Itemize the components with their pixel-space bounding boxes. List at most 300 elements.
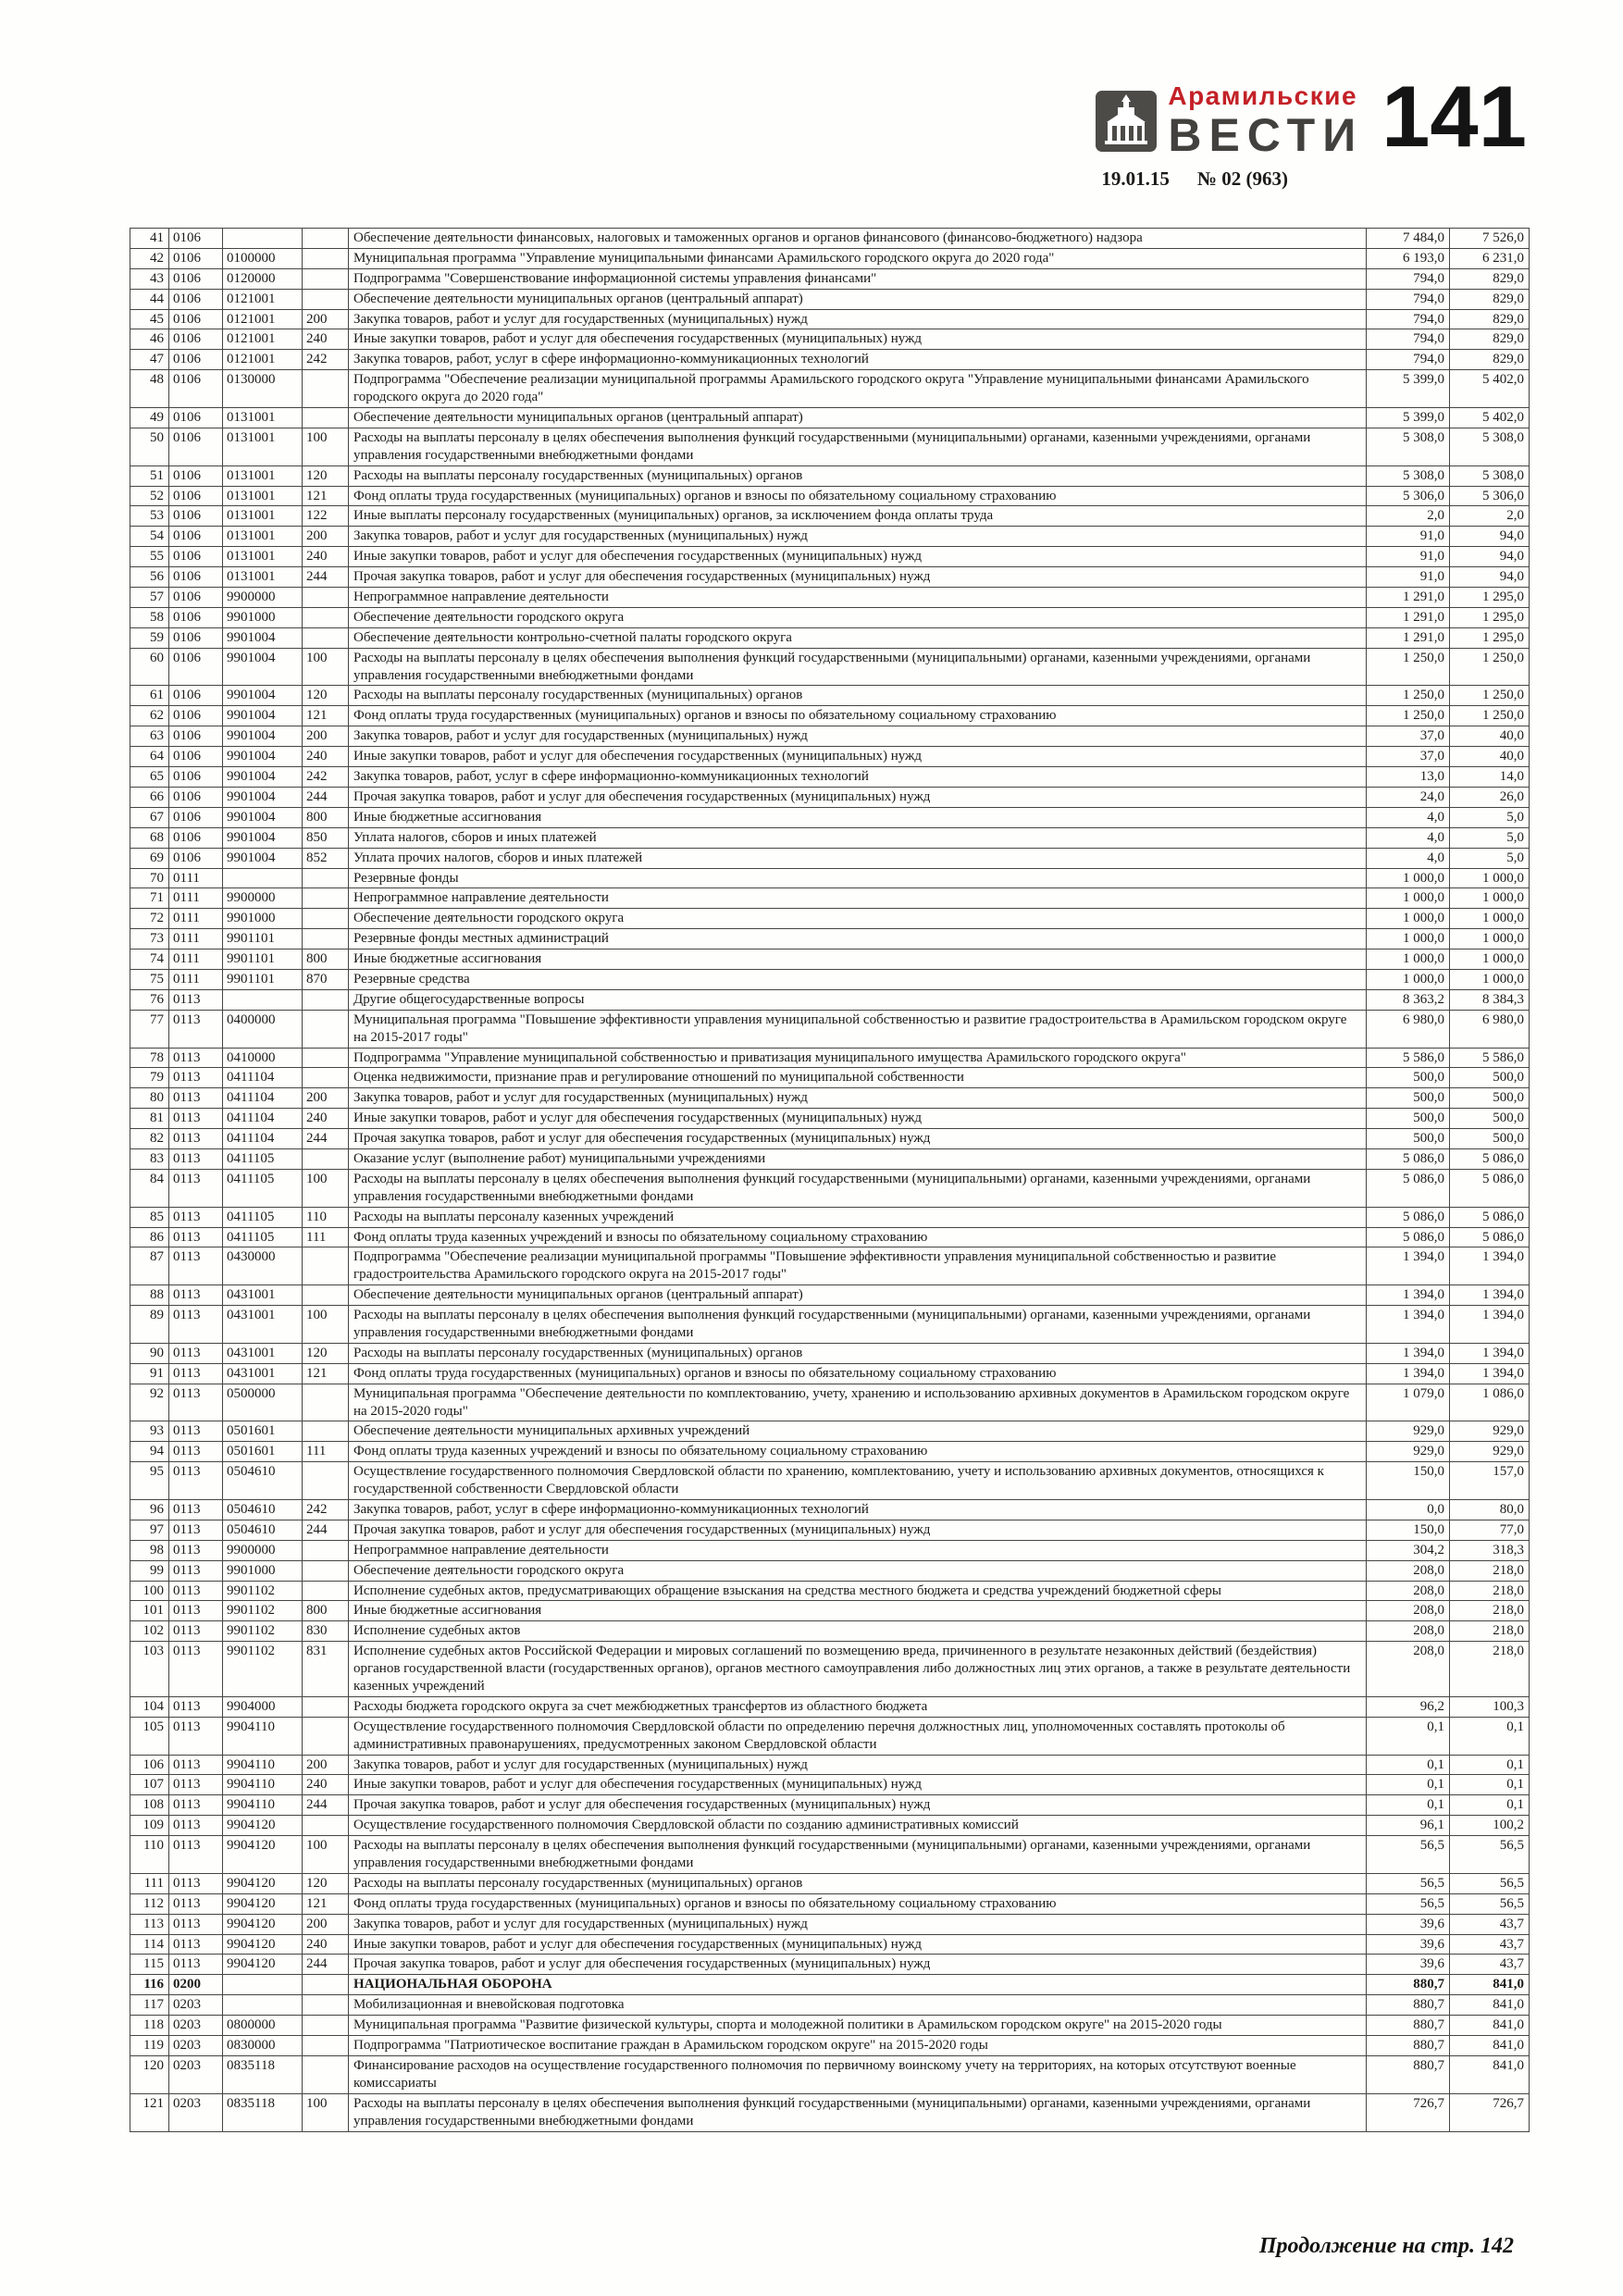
row-number: 57 (130, 588, 169, 608)
item-name: Непрограммное направление деятельности (349, 1540, 1367, 1560)
table-row (130, 989, 1530, 1010)
expense-type-code (303, 1048, 349, 1068)
target-article-code: 9901000 (223, 909, 303, 929)
item-name: Муниципальная программа "Обеспечение деятельности по комплектованию, учету, хранению и использованию архивных документов в Арамильском городском округе на 2015-2020 годы" (349, 1384, 1367, 1421)
item-name: Прочая закупка товаров, работ и услуг для обеспечения государственных (муниципальных) нужд (349, 1129, 1367, 1149)
amount-year2: 500,0 (1450, 1129, 1530, 1149)
table-row (130, 2055, 1530, 2093)
table-row (130, 1343, 1530, 1363)
table-row (130, 1088, 1530, 1109)
expense-type-code: 200 (303, 1755, 349, 1775)
expense-type-code (303, 909, 349, 929)
expense-type-code: 831 (303, 1642, 349, 1697)
item-name: Подпрограмма "Патриотическое воспитание граждан в Арамильском городском округе" на 2015-2020 годы (349, 2036, 1367, 2056)
item-name: Осуществление государственного полномочия Свердловской области по созданию административных комиссий (349, 1816, 1367, 1836)
table-row (130, 1068, 1530, 1088)
table-row (130, 627, 1530, 648)
section-code: 0113 (169, 1442, 223, 1462)
item-name: Мобилизационная и вневойсковая подготовка (349, 1995, 1367, 2016)
item-name: Фонд оплаты труда государственных (муниципальных) органов и взносы по обязательному социальному страхованию (349, 1363, 1367, 1384)
newspaper-logo-building-icon (1096, 91, 1157, 152)
expense-type-code: 120 (303, 686, 349, 706)
section-code: 0113 (169, 1285, 223, 1306)
table-row (130, 1520, 1530, 1540)
table-row (130, 1247, 1530, 1285)
target-article-code: 9901004 (223, 767, 303, 788)
expense-type-code: 100 (303, 2093, 349, 2131)
expense-type-code (303, 229, 349, 249)
expense-type-code: 120 (303, 1873, 349, 1893)
section-code: 0106 (169, 827, 223, 848)
section-code: 0111 (169, 969, 223, 989)
expense-type-code: 120 (303, 465, 349, 486)
amount-year1: 794,0 (1367, 268, 1450, 289)
table-row (130, 686, 1530, 706)
expense-type-code: 244 (303, 1129, 349, 1149)
row-number: 67 (130, 807, 169, 827)
amount-year2: 5 086,0 (1450, 1148, 1530, 1169)
target-article-code: 0501601 (223, 1421, 303, 1442)
table-row (130, 428, 1530, 465)
expense-type-code: 240 (303, 1109, 349, 1129)
target-article-code: 0131001 (223, 547, 303, 567)
item-name: Расходы на выплаты персоналу казенных учреждений (349, 1207, 1367, 1227)
table-row (130, 1500, 1530, 1520)
expense-type-code: 244 (303, 567, 349, 588)
row-number: 79 (130, 1068, 169, 1088)
item-name: Подпрограмма "Обеспечение реализации муниципальной программы Арамильского городского округа "Управление муниципальными финансами Арамильского городского округа до 2020 года" (349, 370, 1367, 408)
expense-type-code: 852 (303, 848, 349, 868)
item-name: Иные закупки товаров, работ и услуг для обеспечения государственных (муниципальных) нужд (349, 747, 1367, 767)
amount-year2: 1 000,0 (1450, 909, 1530, 929)
amount-year1: 1 394,0 (1367, 1343, 1450, 1363)
expense-type-code (303, 1285, 349, 1306)
expense-type-code (303, 868, 349, 888)
table-row (130, 1893, 1530, 1914)
section-code: 0113 (169, 1462, 223, 1500)
target-article-code: 0430000 (223, 1247, 303, 1285)
amount-year1: 91,0 (1367, 567, 1450, 588)
section-code: 0106 (169, 686, 223, 706)
item-name: Исполнение судебных актов (349, 1621, 1367, 1642)
section-code: 0113 (169, 1775, 223, 1795)
expense-type-code: 870 (303, 969, 349, 989)
row-number: 46 (130, 329, 169, 350)
amount-year1: 7 484,0 (1367, 229, 1450, 249)
target-article-code: 0431001 (223, 1343, 303, 1363)
table-row (130, 706, 1530, 726)
target-article-code: 0800000 (223, 2016, 303, 2036)
target-article-code: 0131001 (223, 465, 303, 486)
item-name: Расходы на выплаты персоналу государственных (муниципальных) органов (349, 465, 1367, 486)
row-number: 65 (130, 767, 169, 788)
target-article-code: 9904120 (223, 1816, 303, 1836)
target-article-code: 9901101 (223, 969, 303, 989)
row-number: 105 (130, 1717, 169, 1755)
target-article-code: 0121001 (223, 309, 303, 329)
table-row (130, 370, 1530, 408)
amount-year1: 929,0 (1367, 1442, 1450, 1462)
section-code: 0113 (169, 1642, 223, 1697)
row-number: 106 (130, 1755, 169, 1775)
table-row (130, 929, 1530, 949)
amount-year1: 5 086,0 (1367, 1169, 1450, 1207)
table-row (130, 1955, 1530, 1975)
row-number: 118 (130, 2016, 169, 2036)
expense-type-code: 850 (303, 827, 349, 848)
item-name: Резервные фонды местных администраций (349, 929, 1367, 949)
row-number: 72 (130, 909, 169, 929)
expense-type-code: 800 (303, 949, 349, 970)
section-code: 0106 (169, 607, 223, 627)
amount-year1: 208,0 (1367, 1621, 1450, 1642)
row-number: 42 (130, 248, 169, 268)
row-number: 56 (130, 567, 169, 588)
expense-type-code: 121 (303, 1893, 349, 1914)
amount-year2: 218,0 (1450, 1560, 1530, 1581)
expense-type-code (303, 2016, 349, 2036)
table-row (130, 567, 1530, 588)
amount-year2: 1 000,0 (1450, 888, 1530, 909)
item-name: Расходы на выплаты персоналу в целях обеспечения выполнения функций государственными (муниципальными) органами, казенными учреждениями, органами управления государственными внебюджетными фондами (349, 1169, 1367, 1207)
amount-year2: 94,0 (1450, 527, 1530, 547)
amount-year1: 24,0 (1367, 787, 1450, 807)
brand-line-1: Арамильские (1168, 81, 1358, 110)
table-row (130, 1934, 1530, 1955)
item-name: Подпрограмма "Обеспечение реализации муниципальной программы "Повышение эффективности управления муниципальной собственностью и развитие градостроительства Арамильского городского округа на 2015-2017 годы" (349, 1247, 1367, 1285)
item-name: Закупка товаров, работ и услуг для государственных (муниципальных) нужд (349, 1088, 1367, 1109)
item-name: Иные закупки товаров, работ и услуг для обеспечения государственных (муниципальных) нужд (349, 547, 1367, 567)
expense-type-code: 240 (303, 547, 349, 567)
section-code: 0113 (169, 1048, 223, 1068)
row-number: 113 (130, 1914, 169, 1934)
target-article-code: 0504610 (223, 1462, 303, 1500)
amount-year1: 56,5 (1367, 1836, 1450, 1874)
target-article-code (223, 229, 303, 249)
item-name: Расходы на выплаты персоналу в целях обеспечения выполнения функций государственными (муниципальными) органами, казенными учреждениями, органами управления государственными внебюджетными фондами (349, 1306, 1367, 1344)
expense-type-code (303, 888, 349, 909)
target-article-code (223, 1975, 303, 1995)
target-article-code: 9904120 (223, 1914, 303, 1934)
section-code: 0106 (169, 329, 223, 350)
expense-type-code (303, 370, 349, 408)
row-number: 80 (130, 1088, 169, 1109)
amount-year2: 8 384,3 (1450, 989, 1530, 1010)
amount-year1: 304,2 (1367, 1540, 1450, 1560)
amount-year2: 829,0 (1450, 329, 1530, 350)
amount-year1: 880,7 (1367, 2036, 1450, 2056)
target-article-code: 0411105 (223, 1148, 303, 1169)
table-row (130, 1384, 1530, 1421)
row-number: 100 (130, 1581, 169, 1601)
amount-year2: 841,0 (1450, 1995, 1530, 2016)
row-number: 52 (130, 486, 169, 506)
expense-type-code (303, 989, 349, 1010)
target-article-code: 9904120 (223, 1873, 303, 1893)
table-row (130, 1696, 1530, 1717)
target-article-code: 9904120 (223, 1836, 303, 1874)
row-number: 62 (130, 706, 169, 726)
amount-year2: 6 231,0 (1450, 248, 1530, 268)
amount-year1: 4,0 (1367, 827, 1450, 848)
amount-year1: 1 291,0 (1367, 607, 1450, 627)
table-row (130, 527, 1530, 547)
amount-year1: 13,0 (1367, 767, 1450, 788)
amount-year2: 500,0 (1450, 1068, 1530, 1088)
table-row (130, 289, 1530, 309)
item-name: Обеспечение деятельности муниципальных архивных учреждений (349, 1421, 1367, 1442)
section-code: 0106 (169, 465, 223, 486)
amount-year1: 150,0 (1367, 1462, 1450, 1500)
target-article-code: 9901102 (223, 1642, 303, 1697)
amount-year1: 929,0 (1367, 1421, 1450, 1442)
expense-type-code: 111 (303, 1227, 349, 1247)
amount-year2: 841,0 (1450, 1975, 1530, 1995)
expense-type-code: 830 (303, 1621, 349, 1642)
item-name: Закупка товаров, работ и услуг для государственных (муниципальных) нужд (349, 309, 1367, 329)
expense-type-code: 244 (303, 1795, 349, 1816)
target-article-code: 9900000 (223, 1540, 303, 1560)
target-article-code: 0131001 (223, 527, 303, 547)
target-article-code: 0411104 (223, 1109, 303, 1129)
target-article-code: 0830000 (223, 2036, 303, 2056)
section-code: 0106 (169, 268, 223, 289)
row-number: 119 (130, 2036, 169, 2056)
target-article-code: 0500000 (223, 1384, 303, 1421)
target-article-code: 0501601 (223, 1442, 303, 1462)
item-name: Иные бюджетные ассигнования (349, 807, 1367, 827)
item-name: Муниципальная программа "Повышение эффективности управления муниципальной собственностью и развитие градостроительства в Арамильском городском округе на 2015-2017 годы" (349, 1010, 1367, 1048)
table-row (130, 1207, 1530, 1227)
table-row (130, 1148, 1530, 1169)
amount-year1: 880,7 (1367, 1975, 1450, 1995)
item-name: Исполнение судебных актов Российской Федерации и мировых соглашений по возмещению вреда, причиненного в результате незаконных действий (бездействия) органов государственной власти (государственных органов), органов местного самоуправления либо должностных лиц этих органов, а также в результате деятельности казенных учреждений (349, 1642, 1367, 1697)
table-row (130, 588, 1530, 608)
target-article-code: 9900000 (223, 588, 303, 608)
expense-type-code: 100 (303, 1306, 349, 1344)
expense-type-code: 240 (303, 1775, 349, 1795)
target-article-code: 9904110 (223, 1775, 303, 1795)
table-row (130, 1755, 1530, 1775)
section-code: 0106 (169, 370, 223, 408)
section-code: 0106 (169, 229, 223, 249)
target-article-code: 9901101 (223, 949, 303, 970)
target-article-code: 9904120 (223, 1955, 303, 1975)
target-article-code: 9904110 (223, 1755, 303, 1775)
table-row (130, 1462, 1530, 1500)
expense-type-code (303, 1560, 349, 1581)
expense-type-code: 121 (303, 1363, 349, 1384)
amount-year1: 5 308,0 (1367, 465, 1450, 486)
row-number: 88 (130, 1285, 169, 1306)
section-code: 0106 (169, 787, 223, 807)
amount-year1: 8 363,2 (1367, 989, 1450, 1010)
amount-year2: 157,0 (1450, 1462, 1530, 1500)
section-code: 0111 (169, 949, 223, 970)
section-code: 0106 (169, 289, 223, 309)
item-name: НАЦИОНАЛЬНАЯ ОБОРОНА (349, 1975, 1367, 1995)
item-name: Закупка товаров, работ, услуг в сфере информационно-коммуникационных технологий (349, 767, 1367, 788)
expense-type-code: 800 (303, 807, 349, 827)
section-code: 0203 (169, 2036, 223, 2056)
table-row (130, 1775, 1530, 1795)
item-name: Муниципальная программа "Управление муниципальными финансами Арамильского городского округа до 2020 года" (349, 248, 1367, 268)
amount-year1: 5 086,0 (1367, 1148, 1450, 1169)
target-article-code: 9901004 (223, 807, 303, 827)
target-article-code: 9904110 (223, 1795, 303, 1816)
item-name: Фонд оплаты труда государственных (муниципальных) органов и взносы по обязательному социальному страхованию (349, 706, 1367, 726)
expense-type-code (303, 1995, 349, 2016)
item-name: Прочая закупка товаров, работ и услуг для обеспечения государственных (муниципальных) нужд (349, 1520, 1367, 1540)
amount-year2: 56,5 (1450, 1836, 1530, 1874)
amount-year1: 39,6 (1367, 1934, 1450, 1955)
expense-type-code (303, 1148, 349, 1169)
expense-type-code: 100 (303, 648, 349, 686)
row-number: 109 (130, 1816, 169, 1836)
amount-year2: 5 308,0 (1450, 428, 1530, 465)
section-code: 0106 (169, 408, 223, 428)
target-article-code: 9901004 (223, 787, 303, 807)
section-code: 0106 (169, 706, 223, 726)
amount-year2: 43,7 (1450, 1934, 1530, 1955)
row-number: 103 (130, 1642, 169, 1697)
section-code: 0106 (169, 848, 223, 868)
section-code: 0106 (169, 248, 223, 268)
section-code: 0113 (169, 1717, 223, 1755)
row-number: 69 (130, 848, 169, 868)
amount-year1: 208,0 (1367, 1642, 1450, 1697)
amount-year2: 1 000,0 (1450, 969, 1530, 989)
amount-year2: 1 250,0 (1450, 648, 1530, 686)
amount-year2: 1 000,0 (1450, 949, 1530, 970)
amount-year1: 39,6 (1367, 1955, 1450, 1975)
item-name: Закупка товаров, работ и услуг для государственных (муниципальных) нужд (349, 1755, 1367, 1775)
item-name: Закупка товаров, работ и услуг для государственных (муниципальных) нужд (349, 527, 1367, 547)
amount-year1: 37,0 (1367, 747, 1450, 767)
expense-type-code: 240 (303, 747, 349, 767)
section-code: 0113 (169, 1343, 223, 1363)
section-code: 0203 (169, 2093, 223, 2131)
table-row (130, 827, 1530, 848)
section-code: 0203 (169, 1995, 223, 2016)
item-name: Иные закупки товаров, работ и услуг для обеспечения государственных (муниципальных) нужд (349, 1775, 1367, 1795)
amount-year1: 5 399,0 (1367, 370, 1450, 408)
target-article-code: 9901101 (223, 929, 303, 949)
item-name: Расходы на выплаты персоналу государственных (муниципальных) органов (349, 1343, 1367, 1363)
table-row (130, 1816, 1530, 1836)
amount-year2: 1 394,0 (1450, 1306, 1530, 1344)
amount-year2: 14,0 (1450, 767, 1530, 788)
item-name: Уплата налогов, сборов и иных платежей (349, 827, 1367, 848)
section-code: 0106 (169, 588, 223, 608)
amount-year2: 5 586,0 (1450, 1048, 1530, 1068)
section-code: 0113 (169, 1540, 223, 1560)
item-name: Закупка товаров, работ, услуг в сфере информационно-коммуникационных технологий (349, 1500, 1367, 1520)
amount-year2: 1 000,0 (1450, 929, 1530, 949)
item-name: Прочая закупка товаров, работ и услуг для обеспечения государственных (муниципальных) нужд (349, 1955, 1367, 1975)
row-number: 71 (130, 888, 169, 909)
row-number: 55 (130, 547, 169, 567)
item-name: Расходы на выплаты персоналу в целях обеспечения выполнения функций государственными (муниципальными) органами, казенными учреждениями, органами управления государственными внебюджетными фондами (349, 2093, 1367, 2131)
item-name: Подпрограмма "Управление муниципальной собственностью и приватизация муниципального имущества Арамильского городского округа" (349, 1048, 1367, 1068)
item-name: Фонд оплаты труда государственных (муниципальных) органов и взносы по обязательному социальному страхованию (349, 486, 1367, 506)
amount-year2: 1 394,0 (1450, 1363, 1530, 1384)
section-code: 0111 (169, 929, 223, 949)
table-row (130, 1010, 1530, 1048)
amount-year2: 829,0 (1450, 268, 1530, 289)
table-row (130, 547, 1530, 567)
amount-year1: 5 308,0 (1367, 428, 1450, 465)
target-article-code: 0400000 (223, 1010, 303, 1048)
section-code: 0113 (169, 1560, 223, 1581)
table-row (130, 1560, 1530, 1581)
amount-year2: 829,0 (1450, 309, 1530, 329)
section-code: 0113 (169, 1109, 223, 1129)
amount-year1: 500,0 (1367, 1088, 1450, 1109)
amount-year2: 56,5 (1450, 1893, 1530, 1914)
amount-year1: 56,5 (1367, 1873, 1450, 1893)
amount-year2: 1 295,0 (1450, 627, 1530, 648)
target-article-code: 9901004 (223, 726, 303, 747)
table-row (130, 1621, 1530, 1642)
item-name: Расходы бюджета городского округа за счет межбюджетных трансфертов из областного бюджета (349, 1696, 1367, 1717)
target-article-code: 9901004 (223, 848, 303, 868)
amount-year1: 4,0 (1367, 848, 1450, 868)
amount-year2: 1 250,0 (1450, 706, 1530, 726)
row-number: 121 (130, 2093, 169, 2131)
row-number: 102 (130, 1621, 169, 1642)
item-name: Резервные средства (349, 969, 1367, 989)
amount-year1: 794,0 (1367, 289, 1450, 309)
section-code: 0113 (169, 1520, 223, 1540)
row-number: 73 (130, 929, 169, 949)
table-row (130, 1109, 1530, 1129)
amount-year1: 96,2 (1367, 1696, 1450, 1717)
expense-type-code (303, 1975, 349, 1995)
target-article-code: 0131001 (223, 408, 303, 428)
table-row (130, 747, 1530, 767)
expense-type-code: 111 (303, 1442, 349, 1462)
target-article-code: 9904110 (223, 1717, 303, 1755)
row-number: 76 (130, 989, 169, 1010)
item-name: Другие общегосударственные вопросы (349, 989, 1367, 1010)
table-row (130, 1717, 1530, 1755)
expense-type-code (303, 607, 349, 627)
row-number: 82 (130, 1129, 169, 1149)
amount-year1: 150,0 (1367, 1520, 1450, 1540)
expense-type-code: 244 (303, 1520, 349, 1540)
item-name: Фонд оплаты труда казенных учреждений и взносы по обязательному социальному страхованию (349, 1442, 1367, 1462)
amount-year2: 40,0 (1450, 747, 1530, 767)
amount-year1: 39,6 (1367, 1914, 1450, 1934)
amount-year1: 1 000,0 (1367, 969, 1450, 989)
item-name: Расходы на выплаты персоналу государственных (муниципальных) органов (349, 686, 1367, 706)
item-name: Прочая закупка товаров, работ и услуг для обеспечения государственных (муниципальных) нужд (349, 1795, 1367, 1816)
row-number: 115 (130, 1955, 169, 1975)
row-number: 116 (130, 1975, 169, 1995)
table-row (130, 787, 1530, 807)
row-number: 90 (130, 1343, 169, 1363)
item-name: Прочая закупка товаров, работ и услуг для обеспечения государственных (муниципальных) нужд (349, 787, 1367, 807)
table-row (130, 969, 1530, 989)
amount-year2: 5 086,0 (1450, 1169, 1530, 1207)
amount-year2: 1 000,0 (1450, 868, 1530, 888)
section-code: 0113 (169, 1010, 223, 1048)
newspaper-brand (1096, 83, 1363, 191)
amount-year2: 841,0 (1450, 2016, 1530, 2036)
expense-type-code: 240 (303, 329, 349, 350)
expense-type-code (303, 408, 349, 428)
